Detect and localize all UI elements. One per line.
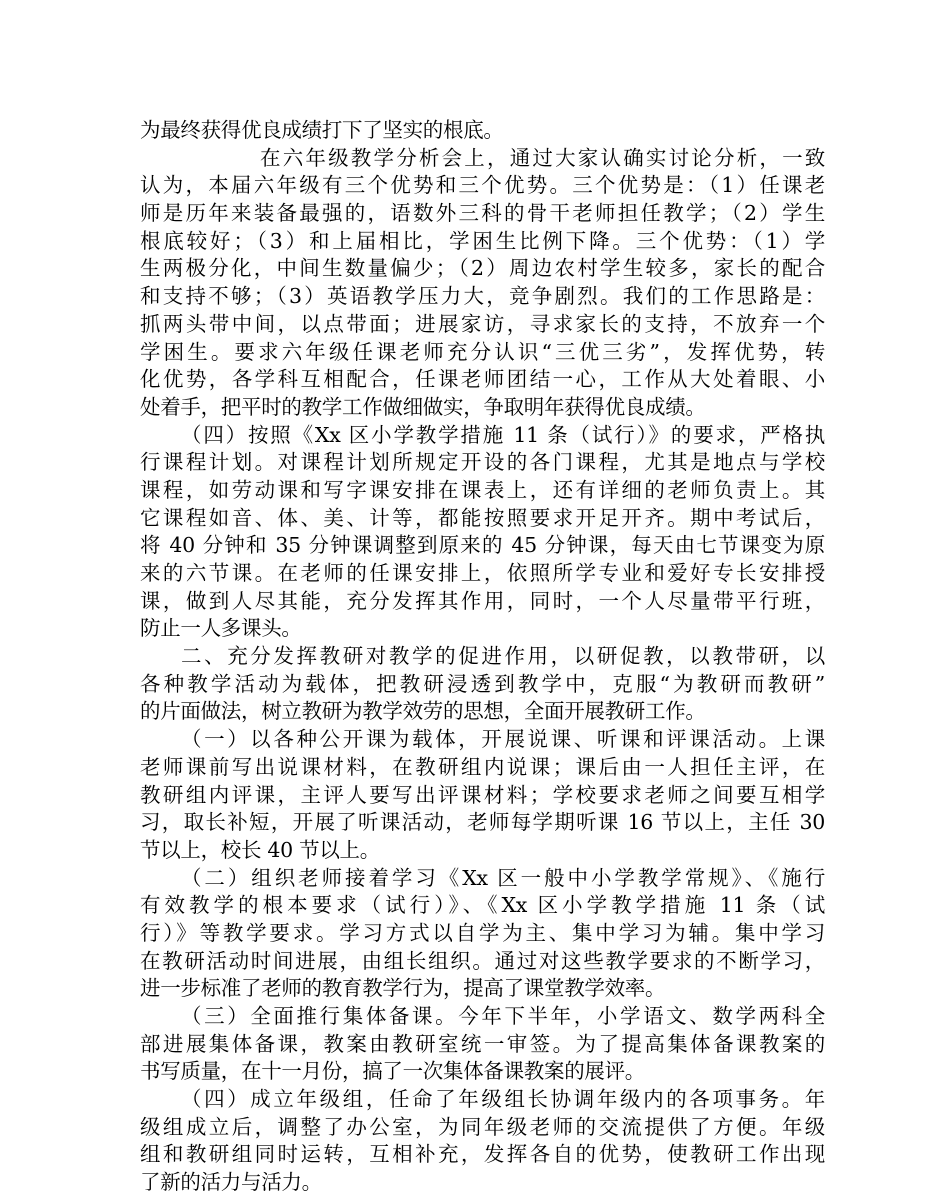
text-line: 二、充分发挥教研对教学的促进作用，以研促教，以教带研，以 — [181, 644, 825, 669]
text-line: （三）全面推行集体备课。今年下半年，小学语文、数学两科全 — [181, 1004, 825, 1028]
text-line: 有效教学的根本要求（试行）》、《Xx 区小学教学措施 11 条（试 — [140, 893, 825, 918]
text-line: 教研组内评课，主评人要写出评课材料；学校要求老师之间要互相学 — [140, 782, 825, 807]
text-line: 在教研活动时间进展，由组长组织。通过对这些教学要求的不断学习， — [140, 948, 825, 973]
text-line: 认为，本届六年级有三个优势和三个优势。三个优势是：（1）任课老 — [140, 173, 825, 198]
text-line: 组和教研组同时运转，互相补充，发挥各自的优势，使教研工作出现 — [140, 1142, 825, 1167]
text-line: 师是历年来装备最强的，语数外三科的骨干老师担任教学；（2）学生 — [140, 201, 825, 226]
text-line: 课，做到人尽其能，充分发挥其作用，同时，一个人尽量带平行班， — [140, 588, 825, 613]
text-line: 课程，如劳动课和写字课安排在课表上，还有详细的老师负责上。其 — [140, 477, 825, 502]
text-line: 来的六节课。在老师的任课安排上，依照所学专业和爱好专长安排授 — [140, 561, 825, 585]
text-line: 根底较好；（3）和上届相比，学困生比例下降。三个优势：（1）学 — [140, 228, 825, 253]
text-line: 进一步标准了老师的教育教学行为，提高了课堂教学效率。 — [140, 976, 666, 1001]
text-line: 行）》等教学要求。学习方式以自学为主、集中学习为辅。集中学习 — [140, 920, 825, 945]
text-line: （二）组织老师接着学习《Xx 区一般中小学教学常规》、《施行 — [181, 865, 825, 890]
text-line: 行课程计划。对课程计划所规定开设的各门课程，尤其是地点与学校 — [140, 450, 825, 475]
text-line: 节以上，校长 40 节以上。 — [140, 837, 380, 862]
text-line: 抓两头带中间，以点带面；进展家访，寻求家长的支持，不放弃一个 — [140, 311, 825, 336]
text-line: 习，取长补短，开展了听课活动，老师每学期听课 16 节以上，主任 30 — [140, 810, 825, 835]
text-line: 它课程如音、体、美、计等，都能按照要求开足开齐。期中考试后， — [140, 505, 825, 530]
text-line: 防止一人多课头。 — [140, 616, 302, 641]
document-body — [140, 117, 825, 1197]
text-line: 老师课前写出说课材料，在教研组内说课；课后由一人担任主评，在 — [140, 754, 825, 779]
text-line: （一）以各种公开课为载体，开展说课、听课和评课活动。上课 — [181, 727, 825, 752]
text-line: 和支持不够；（3）英语教学压力大，竞争剧烈。我们的工作思路是： — [140, 284, 825, 309]
text-line: 化优势，各学科互相配合，任课老师团结一心，工作从大处着眼、小 — [140, 367, 825, 392]
text-line: 级组成立后，调整了办公室，为同年级老师的交流提供了方便。年级 — [140, 1114, 825, 1139]
text-line: 书写质量，在十一月份，搞了一次集体备课教案的展评。 — [140, 1059, 645, 1084]
text-line: 的片面做法，树立教研为教学效劳的思想，全面开展教研工作。 — [140, 699, 706, 724]
text-line: 生两极分化，中间生数量偏少；（2）周边农村学生较多，家长的配合 — [140, 256, 825, 281]
text-line: 部进展集体备课，教案由教研室统一审签。为了提高集体备课教案的 — [140, 1031, 825, 1056]
text-line: 将 40 分钟和 35 分钟课调整到原来的 45 分钟课，每天由七节课变为原 — [140, 533, 825, 558]
text-line: 为最终获得优良成绩打下了坚实的根底。 — [140, 118, 504, 142]
text-line: （四）按照《Xx 区小学教学措施 11 条（试行）》的要求，严格执 — [181, 422, 825, 447]
text-line: 学困生。要求六年级任课老师充分认识“三优三劣”，发挥优势，转 — [140, 339, 825, 364]
text-line: （四）成立年级组，任命了年级组长协调年级内的各项事务。年 — [181, 1087, 825, 1112]
text-line: 各种教学活动为载体，把教研浸透到教学中，克服“为教研而教研” — [140, 671, 825, 696]
text-line: 了新的活力与活力。 — [140, 1170, 322, 1195]
text-line: 处着手，把平时的教学工作做细做实，争取明年获得优良成绩。 — [140, 394, 706, 419]
text-line: 在六年级教学分析会上，通过大家认确实讨论分析，一致 — [260, 145, 825, 170]
